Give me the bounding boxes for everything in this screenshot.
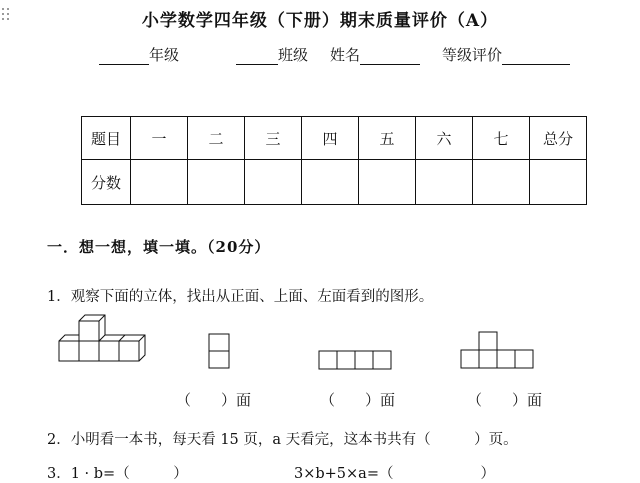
grade-label: 年级	[149, 46, 180, 64]
score-cell[interactable]	[302, 160, 359, 205]
answer-blank-3[interactable]: （ ）面	[467, 391, 543, 409]
score-table	[81, 116, 587, 205]
score-row-label: 分数	[82, 160, 131, 205]
score-table-score-row	[82, 160, 587, 205]
class-blank[interactable]	[236, 48, 278, 65]
score-header-cell: 七	[473, 117, 530, 160]
question-1-text: 1．观察下面的立体，找出从正面、上面、左面看到的图形。	[47, 289, 434, 305]
class-field	[236, 44, 308, 65]
view-figure-top	[318, 350, 394, 372]
score-header-cell: 一	[131, 117, 188, 160]
grade-field	[99, 44, 179, 65]
answer-blank-1[interactable]: （ ）面	[176, 391, 252, 409]
level-blank[interactable]	[502, 48, 570, 65]
score-cell[interactable]	[359, 160, 416, 205]
view-figure-left	[208, 333, 232, 371]
score-cell[interactable]	[530, 160, 587, 205]
score-header-cell: 题目	[82, 117, 131, 160]
level-label: 等级评价	[442, 46, 503, 64]
section-heading: 一．想一想，填一填。（20分）	[47, 238, 271, 256]
cube-row	[59, 335, 145, 361]
answer-blank-2[interactable]: （ ）面	[320, 391, 396, 409]
score-table-header-row	[82, 117, 587, 160]
score-header-cell: 五	[359, 117, 416, 160]
score-header-cell: 总分	[530, 117, 587, 160]
question-2-text: 2．小明看一本书，每天看 15 页，a 天看完，这本书共有（ ）页。	[47, 432, 518, 448]
view-figure-front	[460, 331, 536, 371]
score-cell[interactable]	[416, 160, 473, 205]
score-cell[interactable]	[188, 160, 245, 205]
score-header-cell: 六	[416, 117, 473, 160]
name-blank[interactable]	[360, 48, 420, 65]
score-cell[interactable]	[245, 160, 302, 205]
score-header-cell: 三	[245, 117, 302, 160]
class-label: 班级	[278, 46, 309, 64]
solid-figure	[55, 313, 147, 363]
question-3-part-b: 3×b+5×a=（ ）	[294, 466, 495, 482]
name-field	[330, 44, 420, 65]
level-field	[442, 44, 570, 65]
grade-blank[interactable]	[99, 48, 149, 65]
name-label: 姓名	[330, 46, 361, 64]
cube-top	[79, 315, 105, 341]
score-cell[interactable]	[131, 160, 188, 205]
page-title: 小学数学四年级（下册）期末质量评价（A）	[141, 11, 499, 31]
question-3-part-a: 3．1 · b=（ ）	[47, 466, 188, 482]
score-header-cell: 二	[188, 117, 245, 160]
score-header-cell: 四	[302, 117, 359, 160]
score-cell[interactable]	[473, 160, 530, 205]
